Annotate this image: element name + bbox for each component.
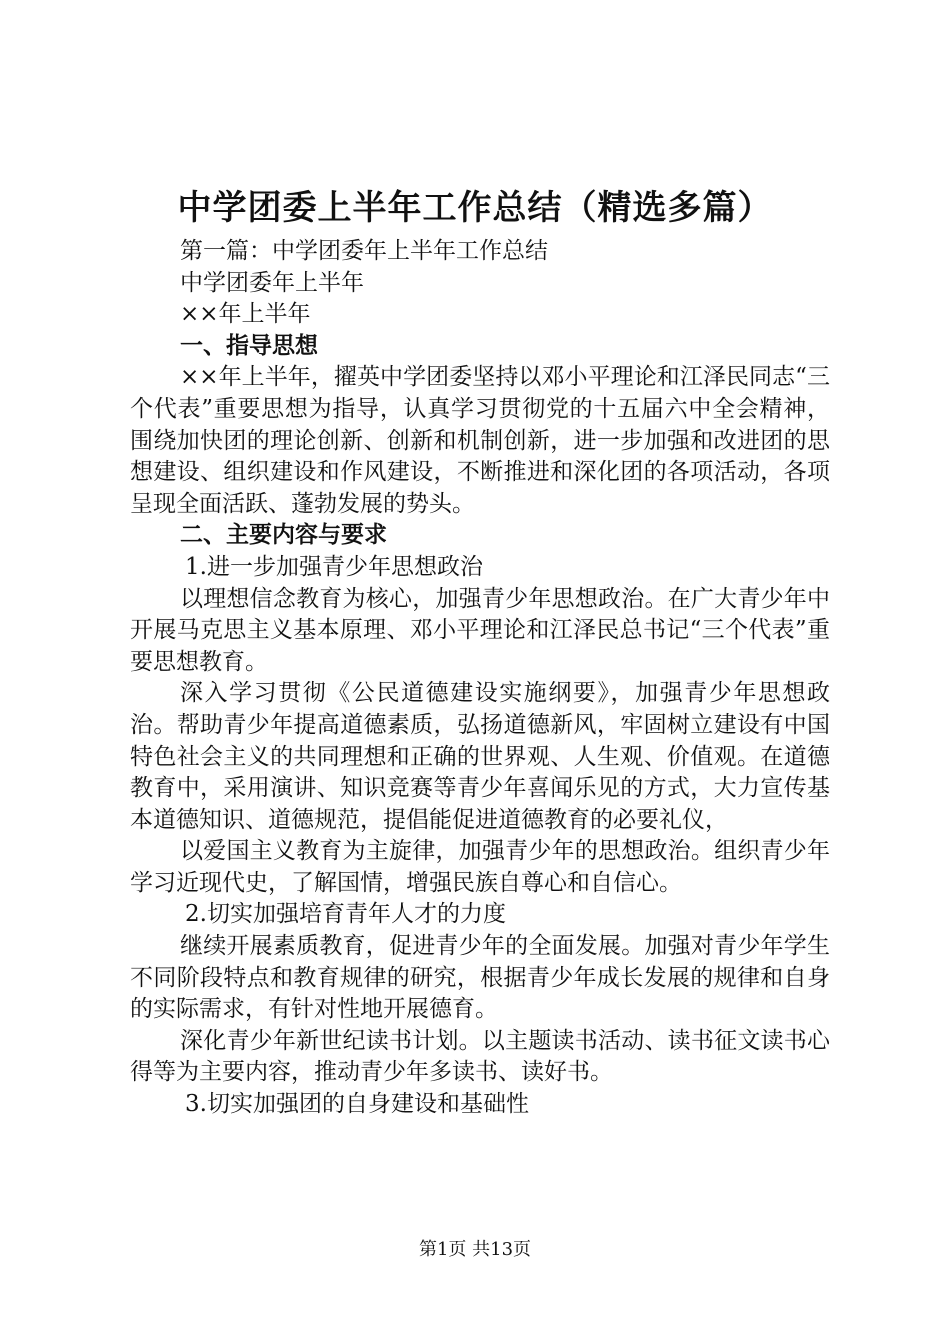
paragraph-item-2-a: 继续开展素质教育，促进青少年的全面发展。加强对青少年学生不同阶段特点和教育规律的研究，根据青少年成长发展的规律和自身的实际需求，有针对性地开展德育。 <box>130 933 830 1023</box>
document-body <box>130 236 830 1121</box>
document-title: 中学团委上半年工作总结（精选多篇） <box>177 188 773 228</box>
paragraph-item-1-c: 以爱国主义教育为主旋律，加强青少年的思想政治。组织青少年学习近现代史，了解国情，增强民族自尊心和自信心。 <box>130 838 830 896</box>
paragraph-guiding-thought: ××年上半年，擢英中学团委坚持以邓小平理论和江泽民同志“三个代表”重要思想为指导，认真学习贯彻党的十五届六中全会精神，围绕加快团的理论创新、创新和机制创新，进一步加强和改进团的思想建设、组织建设和作风建设，不断推进和深化团的各项活动，各项呈现全面活跃、蓬勃发展的势头。 <box>130 364 830 517</box>
page-footer: 第1页 共13页 <box>418 1239 532 1260</box>
paragraph-item-1-a: 以理想信念教育为核心，加强青少年思想政治。在广大青少年中开展马克思主义基本原理、邓小平理论和江泽民总书记“三个代表”重要思想教育。 <box>130 585 830 675</box>
period-line: ××年上半年 <box>180 301 311 328</box>
document-subtitle: 中学团委年上半年 <box>180 269 364 296</box>
section-heading-guiding-thought: 一、指导思想 <box>180 332 318 359</box>
subheading-item-3: 3.切实加强团的自身建设和基础性 <box>185 1091 529 1118</box>
subheading-item-1: 1.进一步加强青少年思想政治 <box>185 553 483 580</box>
subheading-item-2: 2.切实加强培育青年人才的力度 <box>185 901 506 928</box>
paragraph-item-2-b: 深化青少年新世纪读书计划。以主题读书活动、读书征文读书心得等为主要内容，推动青少年多读书、读好书。 <box>130 1027 830 1086</box>
paragraph-item-1-b: 深入学习贯彻《公民道德建设实施纲要》，加强青少年思想政治。帮助青少年提高道德素质，弘扬道德新风，牢固树立建设有中国特色社会主义的共同理想和正确的世界观、人生观、价值观。在道德教育中，采用演讲、知识竞赛等青少年喜闻乐见的方式，大力宣传基本道德知识、道德规范，提倡能促进道德教育的必要礼仪， <box>130 680 830 833</box>
section-heading-main-content: 二、主要内容与要求 <box>180 522 387 549</box>
part-heading: 第一篇：中学团委年上半年工作总结 <box>180 238 548 264</box>
